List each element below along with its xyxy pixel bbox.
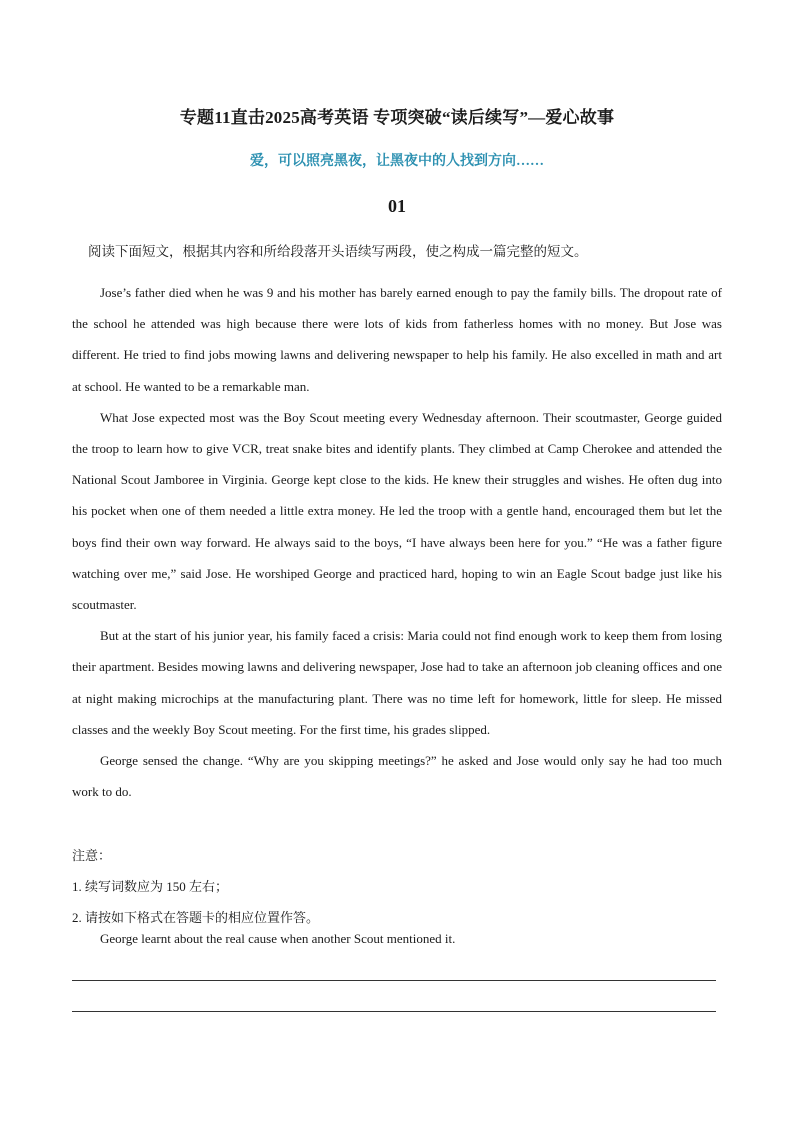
- answer-line[interactable]: [72, 1011, 716, 1012]
- notes-label: 注意：: [72, 848, 112, 863]
- answer-line[interactable]: [72, 980, 716, 981]
- note-item: 1. 续写词数应为 150 左右；: [72, 879, 229, 894]
- story-paragraph: But at the start of his junior year, his family faced a crisis: Maria could not find enough work to keep them from losing their apartment. Besides mowing lawns and delivering newspaper, Jose had to take an afternoon job cleaning offices and one at night making microchips at the manufacturing plant. There was no time left for homework, little for sleep. He missed classes and the weekly Boy Scout meeting. For the first time, his grades slipped.: [72, 628, 722, 737]
- note-item: 2. 请按如下格式在答题卡的相应位置作答。: [72, 910, 320, 925]
- section-number: 01: [388, 196, 406, 216]
- story-paragraph: George sensed the change. “Why are you skipping meetings?” he asked and Jose would only say he had too much work to do.: [72, 753, 722, 800]
- story-text: [72, 277, 722, 807]
- story-paragraph: What Jose expected most was the Boy Scout meeting every Wednesday afternoon. Their scoutmaster, George guided the troop to learn how to give VCR, treat snake bites and identify plants. They climbed at Camp Cherokee and attended the National Scout Jamboree in Virginia. George kept close to the kids. He knew their struggles and wishes. He often dug into his pocket when one of them needed a little extra money. He led the troop with a gentle hand, encouraged them but let the boys find their own way forward. He always said to the boys, “I have always been here for you.” “He was a father figure watching over me,” said Jose. He worshiped George and practiced hard, hoping to win an Eagle Scout badge just like his scoutmaster.: [72, 409, 722, 613]
- notes-section: [72, 840, 722, 933]
- task-instruction: 阅读下面短文，根据其内容和所给段落开头语续写两段，使之构成一篇完整的短文。: [88, 244, 588, 259]
- continuation-prompt: George learnt about the real cause when another Scout mentioned it.: [100, 931, 456, 946]
- document-title: 专题11直击2025高考英语 专项突破“读后续写”—爱心故事: [179, 108, 615, 127]
- document-subtitle: 爱，可以照亮黑夜，让黑夜中的人找到方向……: [250, 154, 544, 169]
- story-paragraph: Jose’s father died when he was 9 and his mother has barely earned enough to pay the family bills. The dropout rate of the school he attended was high because there were lots of kids from fatherless homes with no money. But Jose was different. He tried to find jobs mowing lawns and delivering newspaper to help his family. He also excelled in math and art at school. He wanted to be a remarkable man.: [72, 285, 722, 394]
